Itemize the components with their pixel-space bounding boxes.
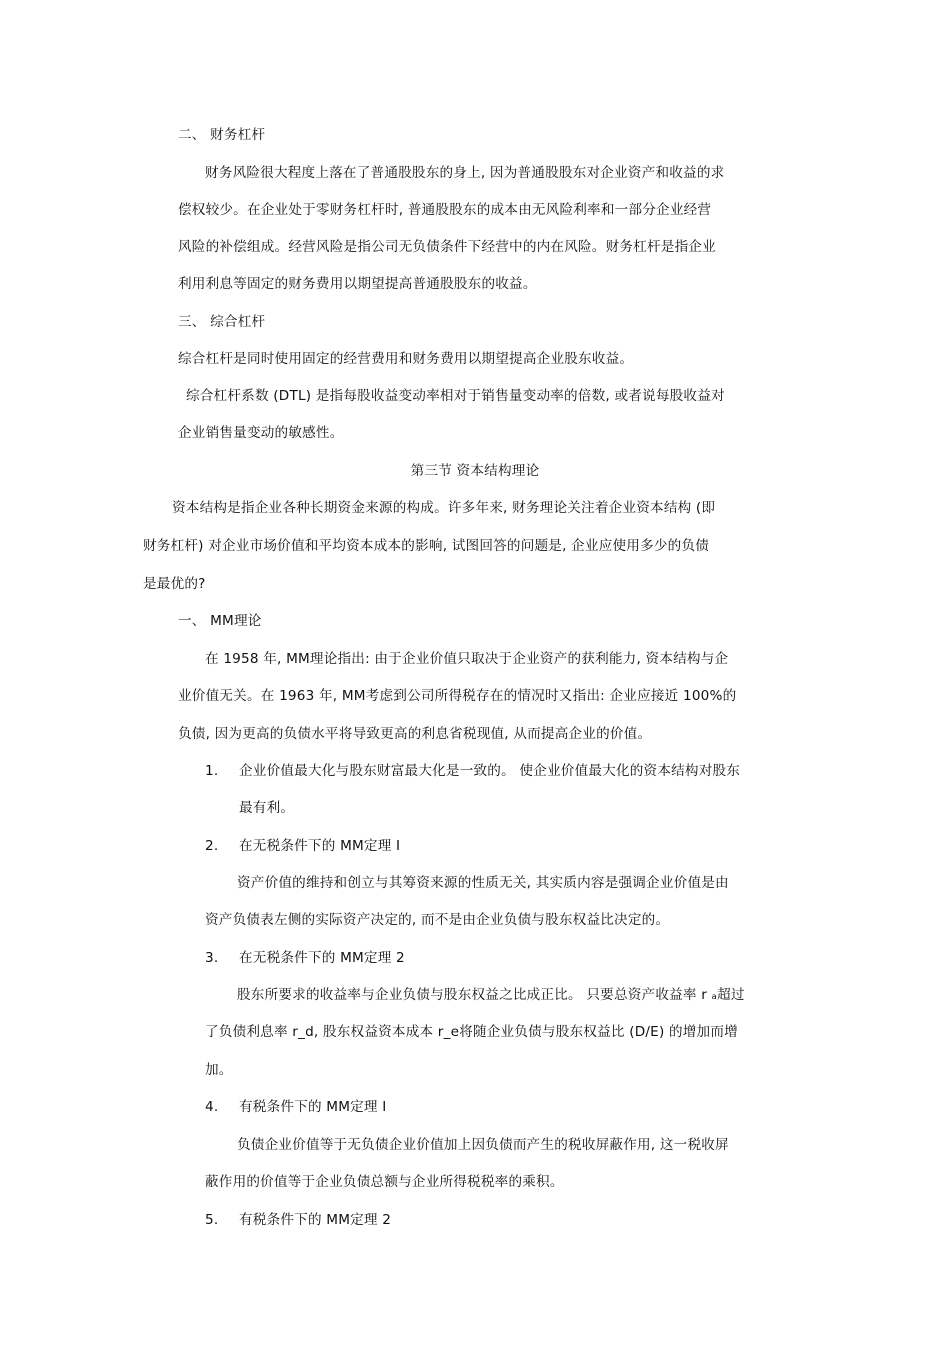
paragraph-line: 在 1958 年, MM理论指出: 由于企业价值只取决于企业资产的获利能力, 资本结构与企 [205,651,729,667]
list-item [205,837,400,855]
section-title: 第三节 资本结构理论 [410,463,540,479]
list-item [205,1211,391,1229]
paragraph-line: 风险的补偿组成。经营风险是指公司无负债条件下经营中的内在风险。财务杠杆是指企业 [178,239,716,255]
list-item [205,949,405,967]
paragraph-line: 财务杠杆) 对企业市场价值和平均资本成本的影响, 试图回答的问题是, 企业应使用多少的负债 [143,538,710,554]
list-number: 3. [205,950,219,966]
section-heading-combined-leverage: 三、 综合杠杆 [178,314,266,330]
paragraph-line: 加。 [205,1062,233,1078]
list-item-text: 企业价值最大化与股东财富最大化是一致的。 使企业价值最大化的资本结构对股东 [239,763,741,779]
paragraph-line: 了负债利息率 r_d, 股东权益资本成本 r_e将随企业负债与股东权益比 (D/E) 的增加而增 [205,1024,738,1040]
paragraph-line: 蔽作用的价值等于企业负债总额与企业所得税税率的乘积。 [205,1174,564,1190]
section-heading-financial-leverage: 二、 财务杠杆 [178,127,266,143]
paragraph-line: 业价值无关。在 1963 年, MM考虑到公司所得税存在的情况时又指出: 企业应接近 100%的 [178,688,737,704]
paragraph-line: 股东所要求的收益率与企业负债与股东权益之比成正比。 只要总资产收益率 r ₐ超过 [237,987,745,1003]
list-number: 2. [205,838,219,854]
list-item-title: 有税条件下的 MM定理 I [239,1099,387,1115]
subsection-heading-mm-theory: 一、 MM理论 [178,613,262,629]
list-item-title: 在无税条件下的 MM定理 I [239,838,401,854]
paragraph-line: 财务风险很大程度上落在了普通股股东的身上, 因为普通股股东对企业资产和收益的求 [205,165,725,181]
list-item-title: 在无税条件下的 MM定理 2 [239,950,405,966]
paragraph-line: 资产价值的维持和创立与其筹资来源的性质无关, 其实质内容是强调企业价值是由 [237,875,729,891]
list-item [205,1098,386,1116]
paragraph-line: 综合杠杆系数 (DTL) 是指每股收益变动率相对于销售量变动率的倍数, 或者说每股收益对 [186,388,725,404]
list-number: 4. [205,1099,219,1115]
paragraph-line: 综合杠杆是同时使用固定的经营费用和财务费用以期望提高企业股东收益。 [178,351,634,367]
list-item-title: 有税条件下的 MM定理 2 [239,1212,392,1228]
list-number: 1. [205,763,219,779]
paragraph-line: 负债企业价值等于无负债企业价值加上因负债而产生的税收屏蔽作用, 这一税收屏 [237,1137,729,1153]
list-number: 5. [205,1212,219,1228]
paragraph-line: 偿权较少。在企业处于零财务杠杆时, 普通股股东的成本由无风险利率和一部分企业经营 [178,202,712,218]
paragraph-line: 资产负债表左侧的实际资产决定的, 而不是由企业负债与股东权益比决定的。 [205,912,670,928]
paragraph-line: 负债, 因为更高的负债水平将导致更高的利息省税现值, 从而提高企业的价值。 [178,726,652,742]
paragraph-line: 企业销售量变动的敏感性。 [178,425,344,441]
list-item [205,762,740,780]
paragraph-line: 是最优的? [143,576,206,592]
paragraph-line: 利用利息等固定的财务费用以期望提高普通股股东的收益。 [178,276,537,292]
paragraph-line: 资本结构是指企业各种长期资金来源的构成。许多年来, 财务理论关注着企业资本结构 (即 [172,500,716,516]
list-item-continuation: 最有利。 [239,800,295,816]
